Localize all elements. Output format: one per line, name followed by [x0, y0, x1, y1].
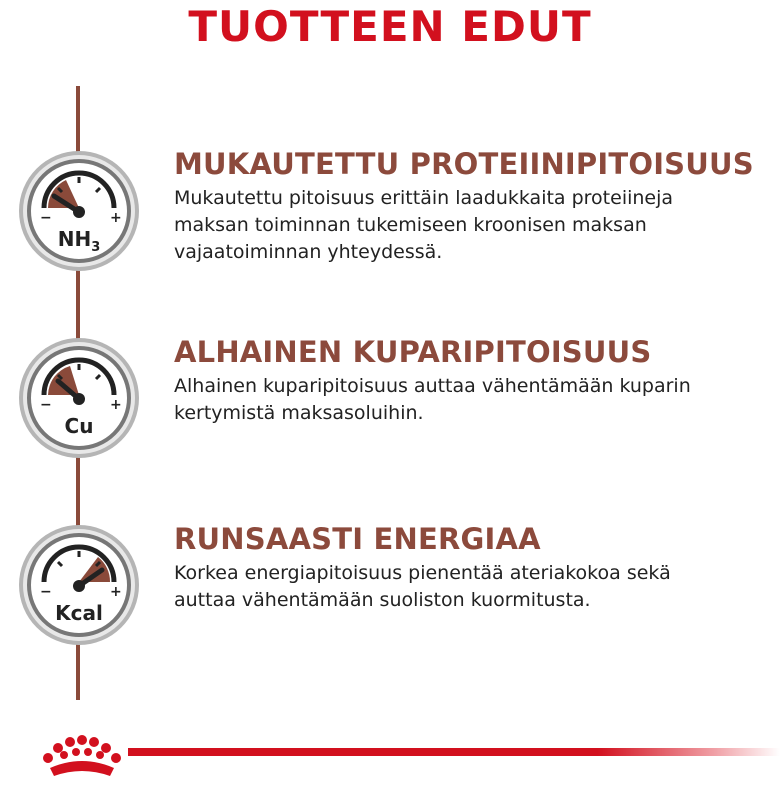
svg-text:−: − — [40, 584, 52, 600]
royal-canin-crown-logo — [36, 728, 126, 781]
svg-text:−: − — [40, 397, 52, 413]
description-line: Alhainen kuparipitoisuus auttaa vähentämään kuparin — [174, 375, 691, 397]
footer-brand-line — [128, 748, 780, 756]
copper-gauge-icon — [18, 337, 140, 459]
feature-description — [174, 560, 764, 614]
feature-heading: MUKAUTETTU PROTEIINIPITOISUUS — [174, 147, 754, 181]
description-line: maksan toiminnan tukemiseen kroonisen maksan — [174, 214, 647, 236]
feature-energy — [174, 522, 764, 614]
feature-protein — [174, 147, 764, 266]
icon-label: Cu — [64, 414, 94, 438]
icon-label: Kcal — [55, 601, 103, 625]
feature-description — [174, 373, 764, 427]
svg-text:+: + — [110, 397, 122, 413]
svg-text:−: − — [40, 210, 52, 226]
icon-label: $NH_3$ — [57, 227, 101, 255]
svg-text:+: + — [110, 210, 122, 226]
ammonia-gauge-icon — [18, 150, 140, 272]
description-line: vajaatoiminnan yhteydessä. — [174, 241, 443, 263]
page-title: TUOTTEEN EDUT — [188, 2, 592, 51]
svg-text:+: + — [110, 584, 122, 600]
feature-heading: RUNSAASTI ENERGIAA — [174, 522, 541, 556]
description-line: auttaa vähentämään suoliston kuormitusta. — [174, 589, 591, 611]
description-line: Mukautettu pitoisuus erittäin laadukkaita proteiineja — [174, 187, 674, 209]
feature-copper — [174, 335, 764, 427]
feature-description — [174, 185, 764, 266]
feature-heading: ALHAINEN KUPARIPITOISUUS — [174, 335, 652, 369]
energy-gauge-icon — [18, 524, 140, 646]
description-line: Korkea energiapitoisuus pienentää ateriakokoa sekä — [174, 562, 671, 584]
description-line: kertymistä maksasoluihin. — [174, 402, 424, 424]
